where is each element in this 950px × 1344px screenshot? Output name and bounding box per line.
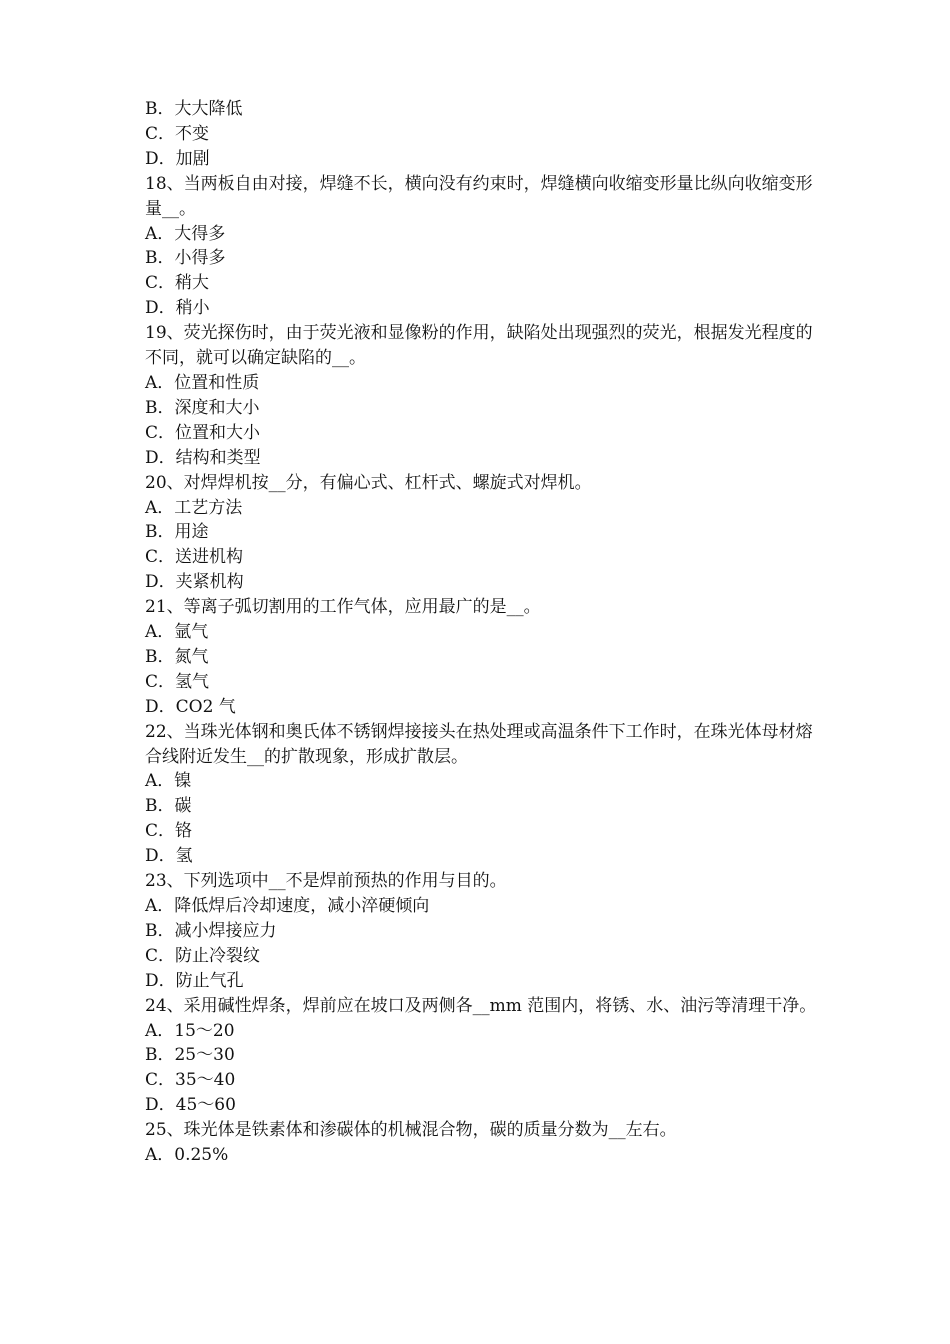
option-item: B．25～30	[145, 1045, 235, 1066]
question-20	[145, 471, 825, 596]
question-25	[145, 1118, 825, 1168]
option-item: A．氩气	[145, 622, 209, 643]
question-stem: 20、对焊焊机按__分，有偏心式、杠杆式、螺旋式对焊机。	[145, 472, 592, 493]
option-item: D．加剧	[145, 148, 210, 169]
question-18	[145, 172, 825, 321]
question-stem: 22、当珠光体钢和奥氏体不锈钢焊接接头在热处理或高温条件下工作时，在珠光体母材熔合线附近发生__的扩散现象，形成扩散层。	[145, 721, 813, 767]
option-item: D．夹紧机构	[145, 572, 244, 593]
question-19	[145, 321, 825, 470]
option-item: C．35～40	[145, 1070, 236, 1091]
question-stem: 23、下列选项中__不是焊前预热的作用与目的。	[145, 871, 507, 892]
option-item: B．小得多	[145, 248, 226, 269]
option-item: D．结构和类型	[145, 447, 261, 468]
option-item: D．45～60	[145, 1095, 236, 1116]
option-item: D．稍小	[145, 298, 210, 319]
question-24	[145, 994, 825, 1119]
option-item: C．稍大	[145, 273, 210, 294]
option-item: A．大得多	[145, 223, 226, 244]
option-item: A．位置和性质	[145, 372, 260, 393]
option-item: B．氮气	[145, 646, 209, 667]
document-page	[145, 97, 825, 1168]
option-item: C．位置和大小	[145, 422, 261, 443]
option-item: D．防止气孔	[145, 970, 244, 991]
question-stem: 19、荧光探伤时，由于荧光液和显像粉的作用，缺陷处出现强烈的荧光，根据发光程度的不同，就可以确定缺陷的__。	[145, 323, 813, 369]
option-item: C．铬	[145, 821, 193, 842]
option-item: C．防止冷裂纹	[145, 945, 261, 966]
option-item: B．碳	[145, 796, 192, 817]
question-23	[145, 869, 825, 994]
question-21	[145, 595, 825, 720]
option-item: B．大大降低	[145, 99, 243, 119]
question-stem: 21、等离子弧切割用的工作气体，应用最广的是__。	[145, 597, 541, 618]
option-item: A．15～20	[145, 1020, 235, 1041]
option-item: C．不变	[145, 123, 210, 144]
option-item: A．工艺方法	[145, 497, 243, 518]
option-item: A．镍	[145, 771, 192, 792]
question-stem: 25、珠光体是铁素体和渗碳体的机械混合物，碳的质量分数为__左右。	[145, 1120, 677, 1141]
option-item: C．氢气	[145, 671, 210, 692]
option-item: B．减小焊接应力	[145, 920, 277, 941]
option-item: A．0.25%	[145, 1145, 229, 1166]
option-item: D．氢	[145, 846, 193, 867]
question-stem: 18、当两板自由对接，焊缝不长，横向没有约束时，焊缝横向收缩变形量比纵向收缩变形量__。	[145, 173, 813, 219]
question-stem: 24、采用碱性焊条，焊前应在坡口及两侧各__mm 范围内，将锈、水、油污等清理干净。	[145, 995, 817, 1016]
option-item: A．降低焊后冷却速度，减小淬硬倾向	[145, 896, 430, 916]
option-item: B．用途	[145, 522, 209, 543]
option-item: C．送进机构	[145, 547, 244, 568]
option-item: D．CO2 气	[145, 696, 236, 717]
question-22	[145, 720, 825, 869]
option-item: B．深度和大小	[145, 397, 260, 418]
